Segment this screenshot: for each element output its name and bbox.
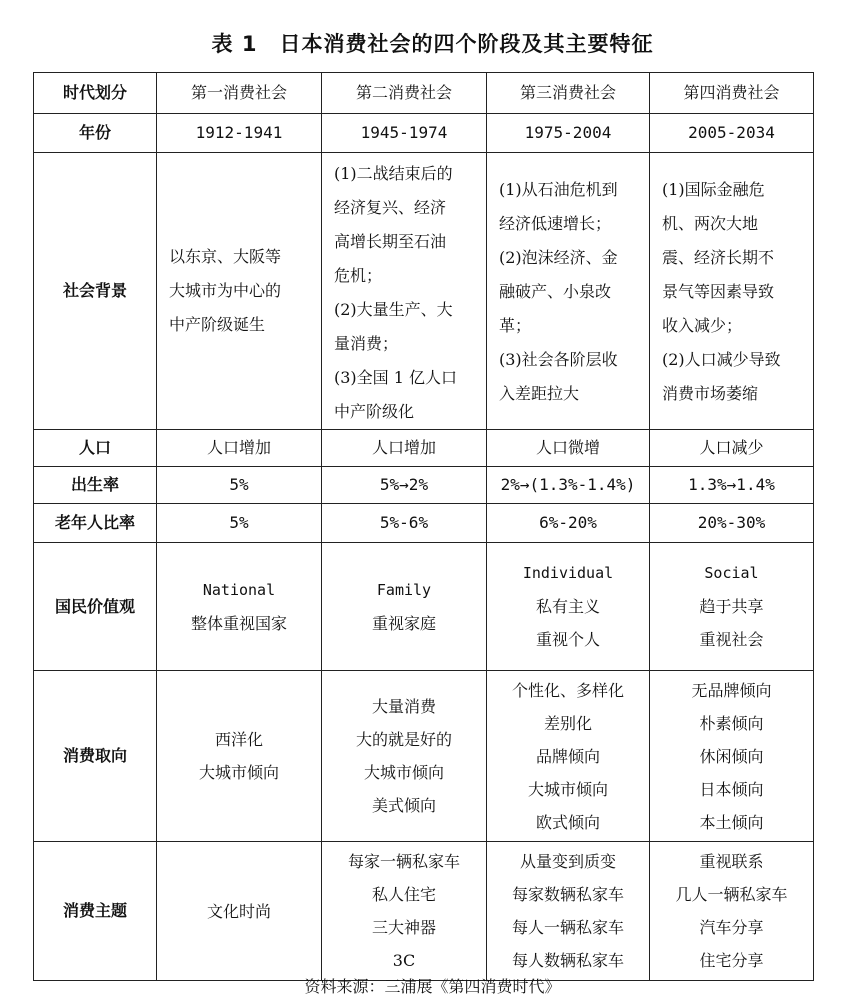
table-row-population [34,430,814,467]
background-line: 高增长期至石油 [334,232,447,251]
background-line: (1)二战结束后的 [334,164,453,183]
birth-rate-cell: 5% [157,467,322,504]
row-header-birth-rate: 出生率 [34,467,157,504]
row-header-background: 社会背景 [34,153,157,430]
background-line: (2)大量生产、大 [334,300,453,319]
orientation-line: 大城市倾向 [527,779,608,799]
orientation-line: 大的就是好的 [355,730,452,749]
orientation-line: 个性化、多样化 [511,680,624,700]
orientation-line: 大城市倾向 [363,763,444,782]
row-header-values: 国民价值观 [34,543,157,671]
values-line: 私有主义 [535,597,600,616]
year-cell: 1975-2004 [487,114,650,153]
year-cell: 1945-1974 [322,114,487,153]
background-line: 大城市为中心的 [169,281,282,300]
values-keyword: Social [704,564,759,582]
background-line: 经济复兴、经济 [334,198,447,217]
background-cell [322,153,487,430]
orientation-cell [487,671,650,842]
birth-rate-cell: 1.3%→1.4% [650,467,814,504]
table-row-orientation [34,671,814,842]
table-row-era [34,73,814,114]
row-header-era: 时代划分 [34,73,157,114]
row-header-orientation: 消费取向 [34,671,157,842]
orientation-line: 休闲倾向 [699,746,764,766]
background-line: 中产阶级化 [334,402,415,421]
orientation-line: 西洋化 [214,730,263,749]
population-cell: 人口增加 [157,430,322,467]
orientation-line: 日本倾向 [699,779,764,799]
values-keyword: Family [376,580,432,599]
orientation-cell [322,671,487,842]
background-line: (3)全国 1 亿人口 [334,368,458,387]
table-title [0,28,865,58]
year-cell: 1912-1941 [157,114,322,153]
population-cell: 人口微增 [487,430,650,467]
background-line: (3)社会各阶层收 [499,350,618,369]
row-header-year: 年份 [34,114,157,153]
background-line: 量消费； [334,334,399,353]
background-line: 融破产、小泉改 [499,282,612,301]
background-line: 中产阶级诞生 [169,315,266,334]
table-row-year [34,114,814,153]
orientation-line: 无品牌倾向 [691,680,772,700]
background-line: 机、两次大地 [662,214,759,233]
row-header-elderly-ratio: 老年人比率 [34,504,157,543]
elderly-ratio-cell: 6%-20% [487,504,650,543]
background-line: 经济低速增长； [499,214,612,233]
table-title-text: 日本消费社会的四个阶段及其主要特征 [279,32,654,56]
theme-line: 每人一辆私家车 [511,918,624,937]
background-cell [157,153,322,430]
theme-line: 几人一辆私家车 [675,885,788,904]
consumer-society-table [33,72,814,981]
theme-cell [322,842,487,981]
background-line: 景气等因素导致 [662,282,775,301]
theme-line: 每家一辆私家车 [347,852,460,871]
background-line: 革； [499,316,532,335]
orientation-line: 美式倾向 [371,796,436,815]
population-cell: 人口减少 [650,430,814,467]
era-cell: 第四消费社会 [650,73,814,114]
theme-cell [487,842,650,981]
background-line: (2)泡沫经济、金 [499,248,618,267]
values-cell [650,543,814,671]
table-row-theme [34,842,814,981]
source-note: 资料来源：三浦展《第四消费时代》 [304,977,561,996]
theme-line: 文化时尚 [206,901,271,921]
theme-line: 每人数辆私家车 [511,951,624,970]
orientation-line: 品牌倾向 [535,746,600,766]
theme-line: 每家数辆私家车 [511,885,624,904]
values-cell [322,543,487,671]
row-header-theme: 消费主题 [34,842,157,981]
theme-line: 从量变到质变 [519,852,616,871]
theme-line: 私人住宅 [371,885,436,904]
values-cell [157,543,322,671]
values-line: 重视社会 [699,630,764,649]
table-row-elderly-ratio [34,504,814,543]
background-line: 以东京、大阪等 [169,247,282,266]
table-row-background [34,153,814,430]
birth-rate-cell: 5%→2% [322,467,487,504]
elderly-ratio-cell: 5%-6% [322,504,487,543]
values-cell [487,543,650,671]
year-cell: 2005-2034 [650,114,814,153]
values-keyword: National [202,580,276,599]
era-cell: 第一消费社会 [157,73,322,114]
table-row-values [34,543,814,671]
background-line: 入差距拉大 [499,384,580,403]
values-line: 重视个人 [535,630,600,649]
orientation-line: 差别化 [543,713,592,733]
values-line: 重视家庭 [371,613,436,633]
background-line: 震、经济长期不 [662,248,775,267]
theme-line: 住宅分享 [699,951,764,970]
values-keyword: Individual [522,564,614,582]
values-line: 整体重视国家 [190,613,287,633]
orientation-cell [650,671,814,842]
elderly-ratio-cell: 5% [157,504,322,543]
table-row-birth-rate [34,467,814,504]
orientation-line: 朴素倾向 [699,713,764,733]
background-line: (2)人口减少导致 [662,350,781,369]
values-line: 趋于共享 [699,597,764,616]
birth-rate-cell: 2%→(1.3%-1.4%) [487,467,650,504]
theme-line: 三大神器 [371,918,436,937]
orientation-line: 大城市倾向 [198,763,279,782]
era-cell: 第三消费社会 [487,73,650,114]
theme-line: 3C [392,951,416,970]
orientation-line: 欧式倾向 [535,812,600,832]
background-cell [650,153,814,430]
background-line: 收入减少； [662,316,743,335]
table-number: 表 1 [211,32,258,56]
background-cell [487,153,650,430]
background-line: 危机； [334,266,383,285]
era-cell: 第二消费社会 [322,73,487,114]
theme-line: 汽车分享 [699,918,764,937]
background-line: 消费市场萎缩 [662,384,759,403]
orientation-line: 本土倾向 [699,812,764,832]
orientation-cell [157,671,322,842]
elderly-ratio-cell: 20%-30% [650,504,814,543]
background-line: (1)从石油危机到 [499,180,618,199]
orientation-line: 大量消费 [371,697,436,716]
population-cell: 人口增加 [322,430,487,467]
row-header-population: 人口 [34,430,157,467]
theme-line: 重视联系 [699,852,764,871]
theme-cell [157,842,322,981]
background-line: (1)国际金融危 [662,180,765,199]
theme-cell [650,842,814,981]
